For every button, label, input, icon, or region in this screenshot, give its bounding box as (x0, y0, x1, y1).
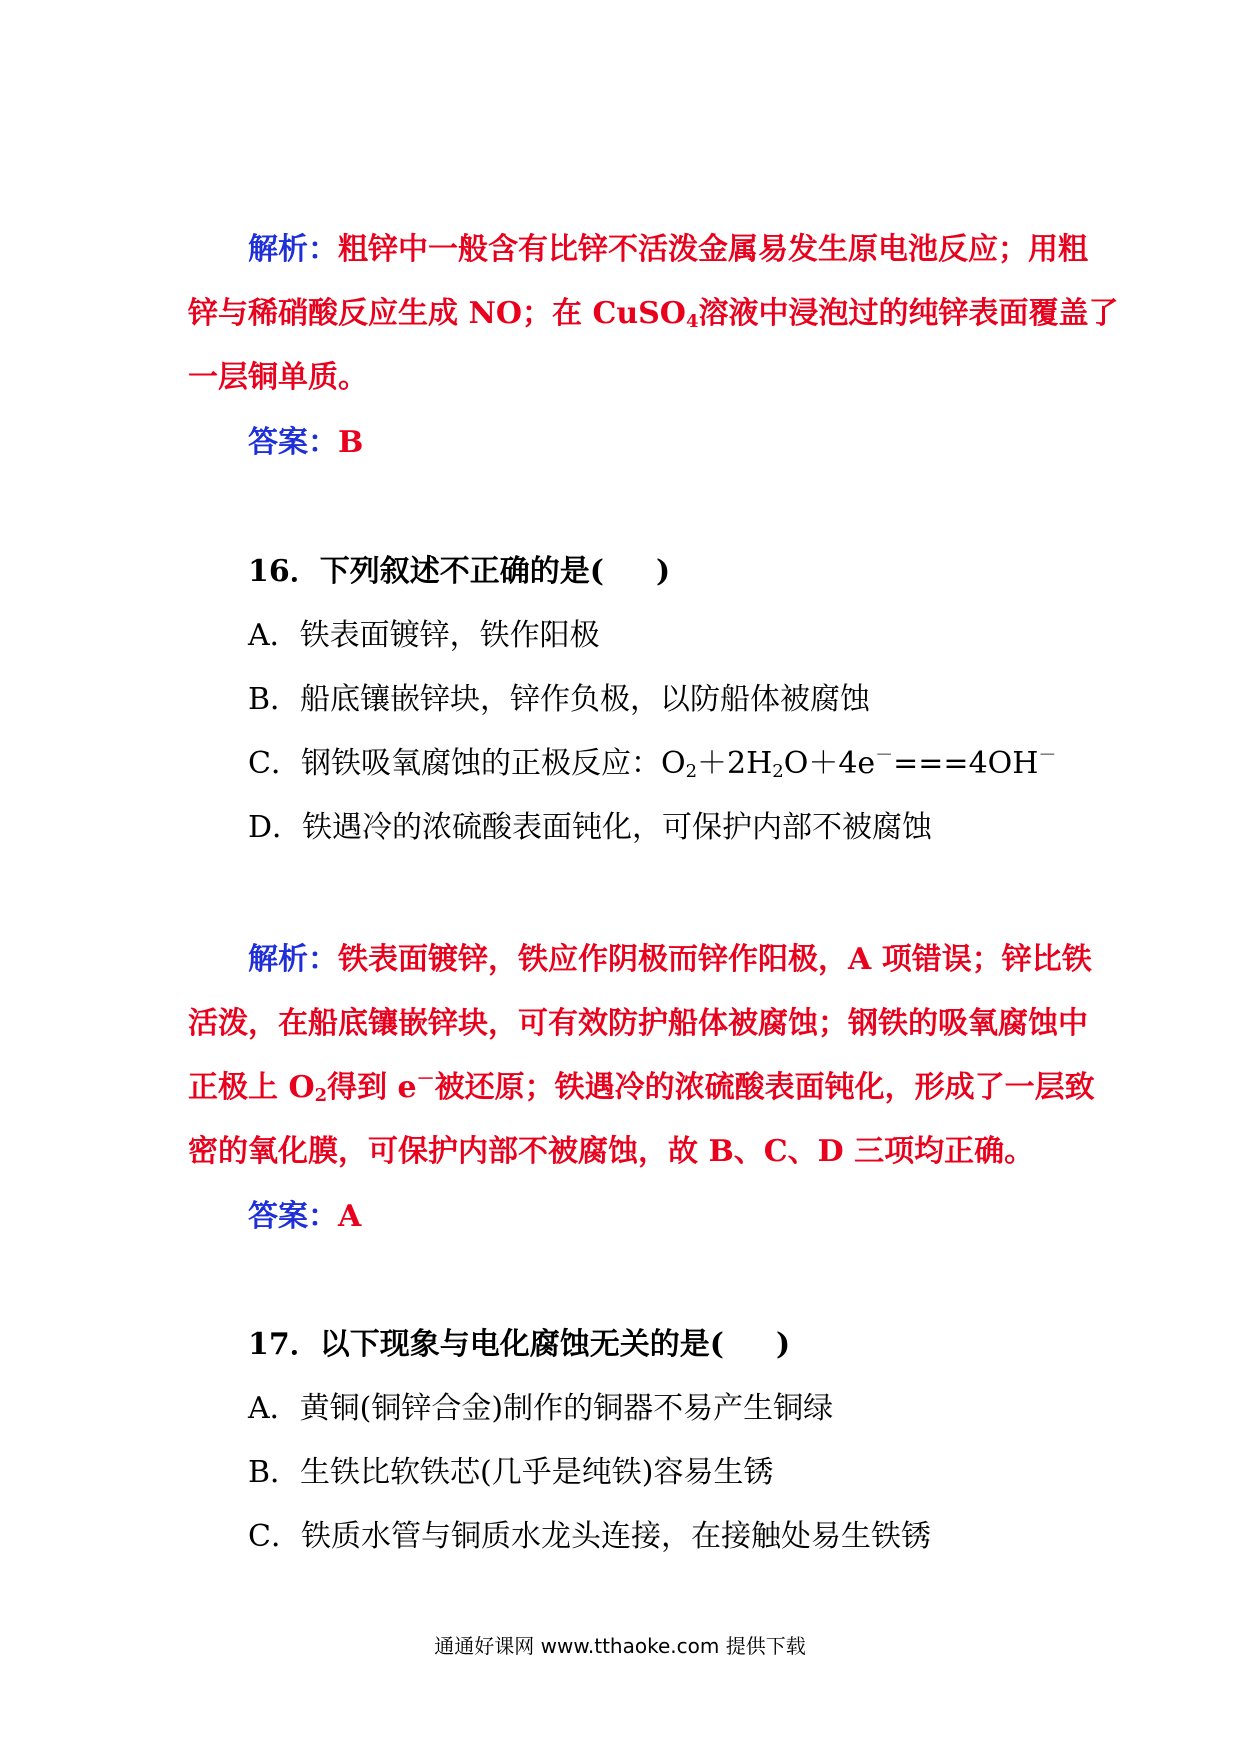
answer-value: A (338, 1199, 362, 1234)
question-16-option-b: B．船底镶嵌锌块，锌作负极，以防船体被腐蚀 (248, 682, 871, 717)
question-16-option-c (248, 744, 1128, 784)
analysis-text: 铁表面镀锌，铁应作阴极而锌作阳极，A 项错误；锌比铁 (338, 942, 1092, 977)
option-text: O＋4e (783, 746, 876, 781)
analysis-16-line-4: 密的氧化膜，可保护内部不被腐蚀，故 B、C、D 三项均正确。 (188, 1134, 1035, 1169)
question-16-option-d: D．铁遇冷的浓硫酸表面钝化，可保护内部不被腐蚀 (248, 810, 933, 845)
answer-15 (248, 423, 1128, 463)
analysis-text: 溶液中浸泡过的纯锌表面覆盖了 (698, 296, 1119, 331)
subscript: 4 (685, 311, 699, 332)
answer-label: 答案： (248, 425, 338, 460)
answer-label: 答案： (248, 1199, 338, 1234)
analysis-text: 得到 e (327, 1070, 417, 1105)
question-stem-close: ) (775, 1327, 791, 1362)
question-16-option-a: A．铁表面镀锌，铁作阳极 (248, 618, 600, 653)
superscript: － (416, 1069, 435, 1090)
page-footer: 通通好课网 www.tthaoke.com 提供下载 (434, 1634, 806, 1658)
answer-value: B (338, 425, 364, 460)
analysis-16-line-3 (188, 1068, 1095, 1108)
analysis-label: 解析： (248, 232, 338, 267)
question-17-option-a: A．黄铜(铜锌合金)制作的铜器不易产生铜绿 (248, 1391, 834, 1426)
analysis-text: 锌与稀硝酸反应生成 NO；在 CuSO (188, 296, 686, 331)
subscript: 2 (772, 761, 784, 782)
question-17-stem (248, 1325, 1128, 1365)
question-17-option-b: B．生铁比软铁芯(几乎是纯铁)容易生锈 (248, 1455, 774, 1490)
analysis-15-line-3: 一层铜单质。 (188, 360, 368, 395)
answer-16 (248, 1197, 1128, 1237)
question-17-option-c: C．铁质水管与铜质水龙头连接，在接触处易生铁锈 (248, 1519, 931, 1554)
analysis-text: 粗锌中一般含有比锌不活泼金属易发生原电池反应；用粗 (338, 232, 1088, 267)
question-stem-text: 16．下列叙述不正确的是( (248, 554, 604, 589)
analysis-label: 解析： (248, 942, 338, 977)
subscript: 2 (314, 1085, 328, 1106)
option-text: ＋2H (697, 746, 773, 781)
question-16-stem (248, 552, 1128, 592)
question-stem-text: 17．以下现象与电化腐蚀无关的是( (248, 1327, 724, 1362)
question-stem-close: ) (655, 554, 671, 589)
subscript: 2 (685, 761, 698, 782)
analysis-text: 被还原；铁遇冷的浓硫酸表面钝化，形成了一层致 (434, 1070, 1095, 1105)
analysis-16-line-1 (248, 940, 1128, 980)
analysis-text: 正极上 O (188, 1070, 315, 1105)
analysis-16-line-2: 活泼，在船底镶嵌锌块，可有效防护船体被腐蚀；钢铁的吸氧腐蚀中 (188, 1006, 1088, 1041)
superscript: － (1038, 745, 1057, 766)
option-text: ===4OH (893, 746, 1039, 781)
option-text: C．钢铁吸氧腐蚀的正极反应：O (248, 746, 686, 781)
superscript: － (875, 745, 894, 766)
analysis-15-line-1 (248, 230, 1128, 270)
analysis-15-line-2 (188, 294, 1119, 334)
